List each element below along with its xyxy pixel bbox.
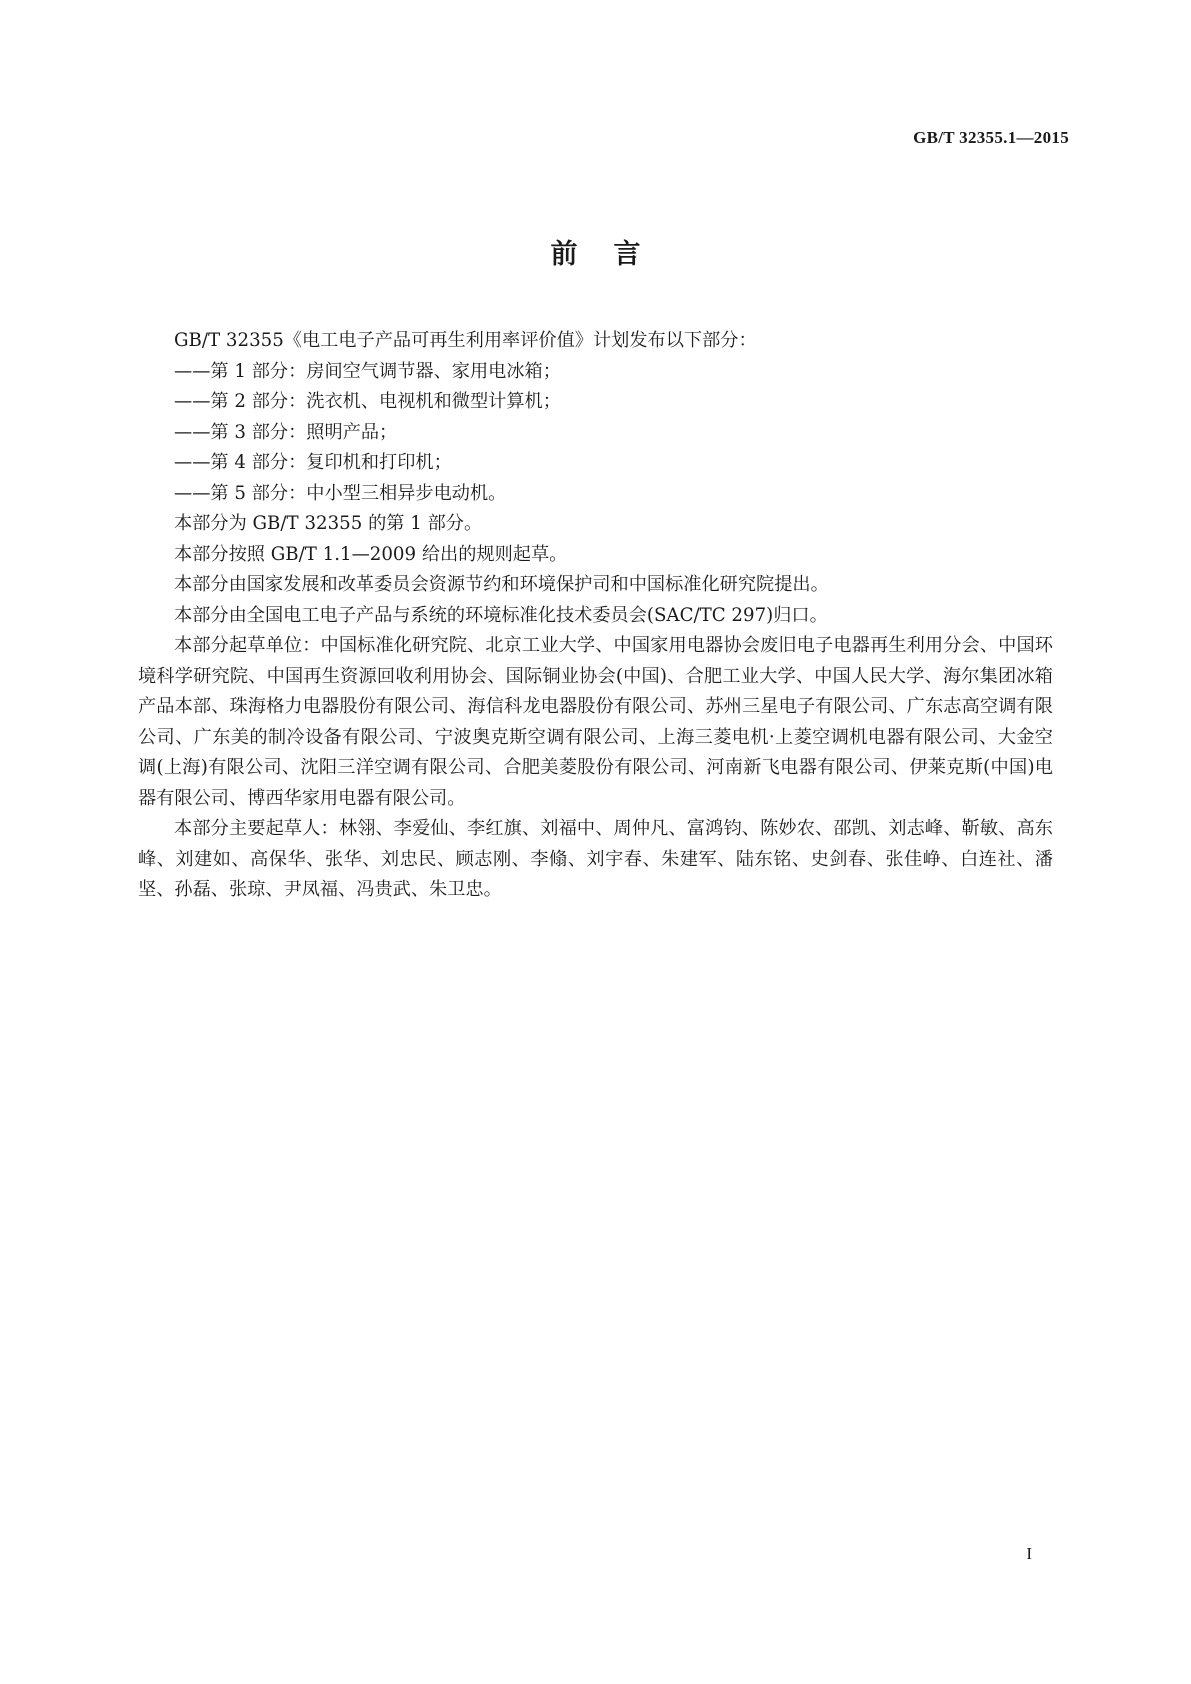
- list-item: ——第 1 部分：房间空气调节器、家用电冰箱；: [174, 360, 561, 382]
- part-statement-paragraph: 本部分为 GB/T 32355 的第 1 部分。: [174, 513, 483, 534]
- drafting-rules-paragraph: 本部分按照 GB/T 1.1—2009 给出的规则起草。: [174, 543, 568, 565]
- document-body: [138, 326, 1053, 906]
- committee-paragraph: 本部分由全国电工电子产品与系统的环境标准化技术委员会(SAC/TC 297)归口。: [174, 604, 828, 626]
- list-item: ——第 5 部分：中小型三相异步电动机。: [174, 482, 507, 504]
- drafting-units-paragraph: 本部分起草单位：中国标准化研究院、北京工业大学、中国家用电器协会废旧电子电器再生利用分会、中国环境科学研究院、中国再生资源回收利用协会、国际铜业协会(中国)、合肥工业大学、中国人民大学、海尔集团冰箱产品本部、珠海格力电器股份有限公司、海信科龙电器股份有限公司、苏州三星电子有限公司、广东志高空调有限公司、广东美的制冷设备有限公司、宁波奥克斯空调有限公司、上海三菱电机·上菱空调机电器有限公司、大金空调(上海)有限公司、沈阳三洋空调有限公司、合肥美菱股份有限公司、河南新飞电器有限公司、伊莱克斯(中国)电器有限公司、博西华家用电器有限公司。: [138, 635, 1053, 809]
- list-item: ——第 3 部分：照明产品；: [174, 421, 398, 443]
- list-item: ——第 2 部分：洗衣机、电视机和微型计算机；: [174, 391, 561, 412]
- intro-paragraph: GB/T 32355《电工电子产品可再生利用率评价值》计划发布以下部分：: [174, 330, 757, 351]
- list-item: ——第 4 部分：复印机和打印机；: [174, 452, 452, 473]
- drafters-paragraph: 本部分主要起草人：林翎、李爱仙、李红旗、刘福中、周仲凡、富鸿钧、陈妙农、邵凯、刘志峰、靳敏、高东峰、刘建如、高保华、张华、刘忠民、顾志刚、李翛、刘宇春、朱建军、陆东铭、史剑春、张佳峥、白连社、潘坚、孙磊、张琼、尹凤福、冯贵武、朱卫忠。: [138, 818, 1053, 900]
- page-title: 前言: [550, 239, 677, 270]
- page-number: I: [1026, 1544, 1032, 1563]
- standard-code: GB/T 32355.1—2015: [913, 128, 1069, 147]
- proposer-paragraph: 本部分由国家发展和改革委员会资源节约和环境保护司和中国标准化研究院提出。: [174, 574, 829, 595]
